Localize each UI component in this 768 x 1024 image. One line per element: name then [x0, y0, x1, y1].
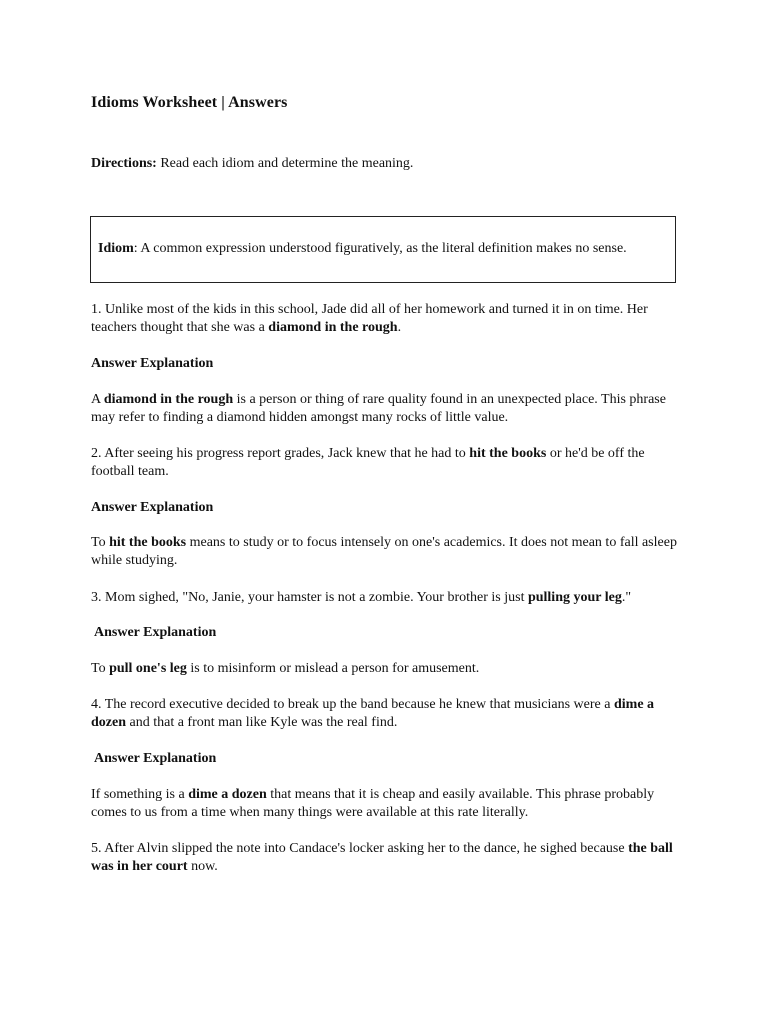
question-4-idiom: dime a dozen	[91, 697, 655, 730]
question-3-idiom: pulling your leg	[527, 590, 622, 605]
question-2	[91, 445, 681, 481]
idiom-definition	[98, 241, 627, 257]
question-1-text: 1. Unlike most of the kids in this school, Jade did all of her homework and turned it in on time. Her teachers thought that she was a	[91, 302, 648, 335]
answer-1-text: A	[91, 392, 104, 407]
page-title: Idioms Worksheet | Answers	[91, 94, 288, 111]
question-1-idiom: diamond in the rough	[268, 320, 398, 335]
answer-2-end: means to study or to focus intensely on one's academics. It does not mean to fall asleep while studying.	[91, 535, 677, 568]
answer-1-heading: Answer Explanation	[91, 356, 214, 371]
answer-4-heading: Answer Explanation	[94, 751, 217, 766]
question-1-end: .	[397, 320, 402, 335]
question-2-end: or he'd be off the football team.	[91, 446, 645, 479]
answer-4	[91, 786, 681, 822]
answer-3-heading: Answer Explanation	[94, 625, 217, 640]
answer-2-idiom: hit the books	[109, 535, 187, 550]
answer-4-text: If something is a	[91, 787, 189, 802]
answer-3-idiom: pull one's leg	[109, 661, 187, 676]
question-4-text: 4. The record executive decided to break up the band because he knew that musicians were a	[91, 697, 614, 712]
answer-1	[91, 391, 681, 427]
directions	[91, 156, 413, 172]
question-3-text: 3. Mom sighed, "No, Janie, your hamster is not a zombie. Your brother is just	[91, 590, 528, 605]
answer-1-idiom: diamond in the rough	[103, 392, 234, 407]
question-4	[91, 696, 661, 732]
answer-1-end: is a person or thing of rare quality found in an unexpected place. This phrase may refer to finding a diamond hidden amongst many rocks of little value.	[91, 392, 666, 425]
idiom-definition-text: : A common expression understood figuratively, as the literal definition makes no sense.	[133, 241, 627, 256]
question-2-text: 2. After seeing his progress report grades, Jack knew that he had to	[91, 446, 470, 461]
idiom-term: Idiom	[98, 241, 134, 256]
question-5	[91, 840, 681, 876]
question-2-idiom: hit the books	[469, 446, 547, 461]
question-3-end: ."	[621, 590, 632, 605]
answer-2-heading: Answer Explanation	[91, 500, 214, 515]
answer-4-end: that means that it is cheap and easily available. This phrase probably comes to us from a time when many things were available at this rate literally.	[91, 787, 655, 820]
answer-3	[91, 660, 681, 678]
directions-text: Read each idiom and determine the meaning.	[156, 156, 414, 171]
question-5-idiom: the ball was in her court	[91, 841, 673, 874]
question-1	[91, 301, 681, 337]
question-5-text: 5. After Alvin slipped the note into Candace's locker asking her to the dance, he sighed because	[91, 841, 629, 856]
answer-4-idiom: dime a dozen	[188, 787, 267, 802]
answer-3-end: is to misinform or mislead a person for amusement.	[186, 661, 480, 676]
answer-2	[91, 534, 681, 570]
directions-label: Directions:	[91, 156, 157, 171]
question-5-end: now.	[187, 859, 218, 874]
question-4-end: and that a front man like Kyle was the real find.	[126, 715, 398, 730]
answer-2-text: To	[91, 535, 110, 550]
answer-3-text: To	[91, 661, 110, 676]
question-3	[91, 589, 681, 607]
idiom-definition-box	[90, 216, 676, 283]
